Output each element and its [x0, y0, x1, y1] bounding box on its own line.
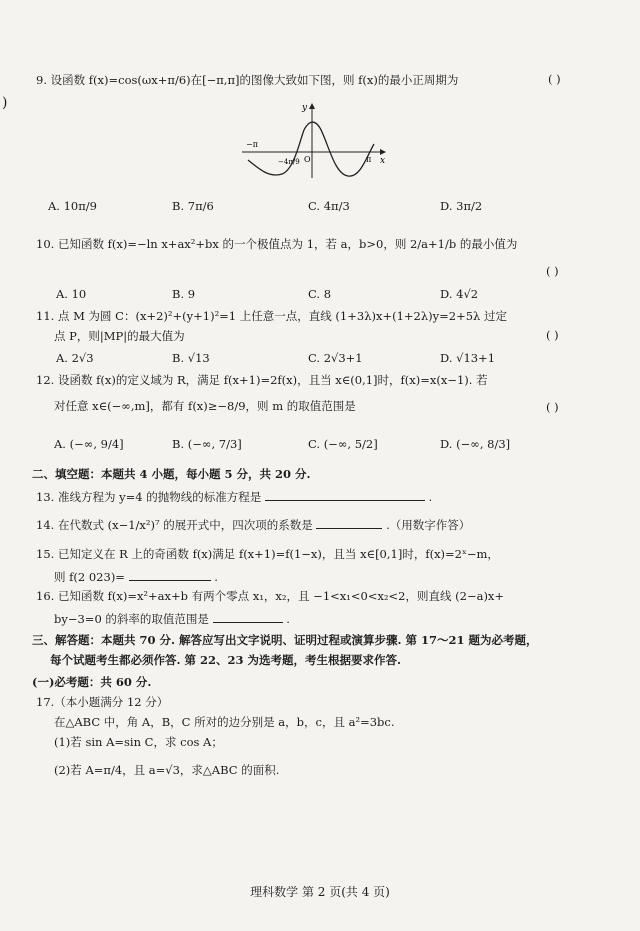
marked-point-label: −4π/9 — [278, 158, 300, 166]
q10-answer-paren: ( ) — [546, 264, 559, 278]
q9-option-d: D. 3π/2 — [440, 199, 483, 213]
q16-line2 — [54, 610, 290, 627]
q11-option-c: C. 2√3+1 — [308, 351, 363, 365]
q10-option-c: C. 8 — [308, 287, 332, 301]
right-tick-label: π — [366, 155, 372, 164]
q9-option-b: B. 7π/6 — [172, 199, 214, 213]
q15-end: . — [214, 570, 218, 584]
q12-option-c: C. (−∞, 5/2] — [308, 437, 378, 451]
x-label: x — [380, 156, 386, 166]
q11-line2: 点 P，则|MP|的最大值为 — [54, 329, 185, 343]
q17-part2: (2)若 A=π/4，且 a=√3，求△ABC 的面积. — [54, 763, 280, 777]
q17-title: 17.（本小题满分 12 分） — [36, 695, 169, 709]
required-section-heading: (一)必考题：共 60 分. — [32, 675, 152, 689]
left-tick-label: −π — [246, 140, 258, 149]
q11-line1: 11. 点 M 为圆 C：(x+2)²+(y+1)²=1 上任意一点，直线 (1+3λ)x+(1+2λ)y=2+5λ 过定 — [36, 309, 507, 323]
q11-option-a: A. 2√3 — [56, 351, 94, 365]
q9-option-a: A. 10π/9 — [48, 199, 97, 213]
q15-text: 则 f(2 023)= — [54, 570, 125, 584]
q14 — [36, 516, 470, 533]
q13-text: 13. 准线方程为 y=4 的抛物线的标准方程是 — [36, 490, 262, 504]
section2-heading: 二、填空题：本题共 4 小题，每小题 5 分，共 20 分. — [32, 467, 311, 481]
cosine-curve — [248, 122, 374, 176]
x-axis-arrow — [380, 149, 386, 155]
margin-mark: ) — [2, 95, 8, 111]
q11-option-d: D. √13+1 — [440, 351, 496, 365]
q16-answer-blank[interactable] — [213, 610, 283, 623]
q17-intro: 在△ABC 中，角 A，B，C 所对的边分别是 a，b，c，且 a²=3bc. — [54, 715, 395, 729]
y-label: y — [302, 103, 308, 113]
q12-line1: 12. 设函数 f(x)的定义域为 R，满足 f(x+1)=2f(x)，且当 x∈(0,1]时，f(x)=x(x−1). 若 — [36, 373, 488, 387]
q12-answer-paren: ( ) — [546, 400, 559, 414]
q16-line1: 16. 已知函数 f(x)=x²+ax+b 有两个零点 x₁，x₂，且 −1<x₁<0<x₂<2，则直线 (2−a)x+ — [36, 589, 505, 603]
q12-option-d: D. (−∞, 8/3] — [440, 437, 511, 451]
q13-answer-blank[interactable] — [265, 488, 425, 501]
q17-part1: (1)若 sin A=sin C，求 cos A； — [54, 735, 223, 749]
q10-option-a: A. 10 — [56, 287, 87, 301]
y-axis-arrow — [309, 103, 315, 109]
section3-line1: 三、解答题：本题共 70 分. 解答应写出文字说明、证明过程或演算步骤. 第 17～21 题为必考题， — [32, 633, 538, 647]
section3-line2: 每个试题考生都必须作答. 第 22、23 为选考题，考生根据要求作答. — [50, 653, 402, 667]
q15-line1: 15. 已知定义在 R 上的奇函数 f(x)满足 f(x+1)=f(1−x)，且当 x∈[0,1]时，f(x)=2ˣ−m， — [36, 547, 499, 561]
q10-option-d: D. 4√2 — [440, 287, 479, 301]
q9-text: 9. 设函数 f(x)=cos(ωx+π/6)在[−π,π]的图像大致如下图，则 f(x)的最小正周期为 — [36, 73, 459, 87]
q12-line2: 对任意 x∈(−∞,m]，都有 f(x)≥−8/9，则 m 的取值范围是 — [54, 399, 356, 413]
page-footer: 理科数学 第 2 页(共 4 页) — [250, 885, 390, 899]
q9-option-c: C. 4π/3 — [308, 199, 350, 213]
q15-line2 — [54, 568, 218, 585]
q13-end: . — [428, 490, 433, 504]
q13 — [36, 488, 432, 505]
q10-option-b: B. 9 — [172, 287, 196, 301]
q14-answer-blank[interactable] — [316, 516, 382, 529]
q9-graph — [240, 100, 390, 180]
q15-answer-blank[interactable] — [129, 568, 211, 581]
q11-option-b: B. √13 — [172, 351, 210, 365]
q16-text: by−3=0 的斜率的取值范围是 — [54, 612, 209, 626]
q12-option-b: B. (−∞, 7/3] — [172, 437, 242, 451]
q16-end: . — [286, 612, 290, 626]
q12-option-a: A. (−∞, 9/4] — [54, 437, 124, 451]
q10-text: 10. 已知函数 f(x)=−ln x+ax²+bx 的一个极值点为 1，若 a，b>0，则 2/a+1/b 的最小值为 — [36, 237, 518, 251]
origin-label: O — [304, 155, 311, 164]
q9-answer-paren: ( ) — [548, 72, 561, 86]
q14-end: .（用数字作答） — [386, 518, 471, 532]
q14-text: 14. 在代数式 (x−1/x²)⁷ 的展开式中，四次项的系数是 — [36, 518, 313, 532]
q11-answer-paren: ( ) — [546, 328, 559, 342]
